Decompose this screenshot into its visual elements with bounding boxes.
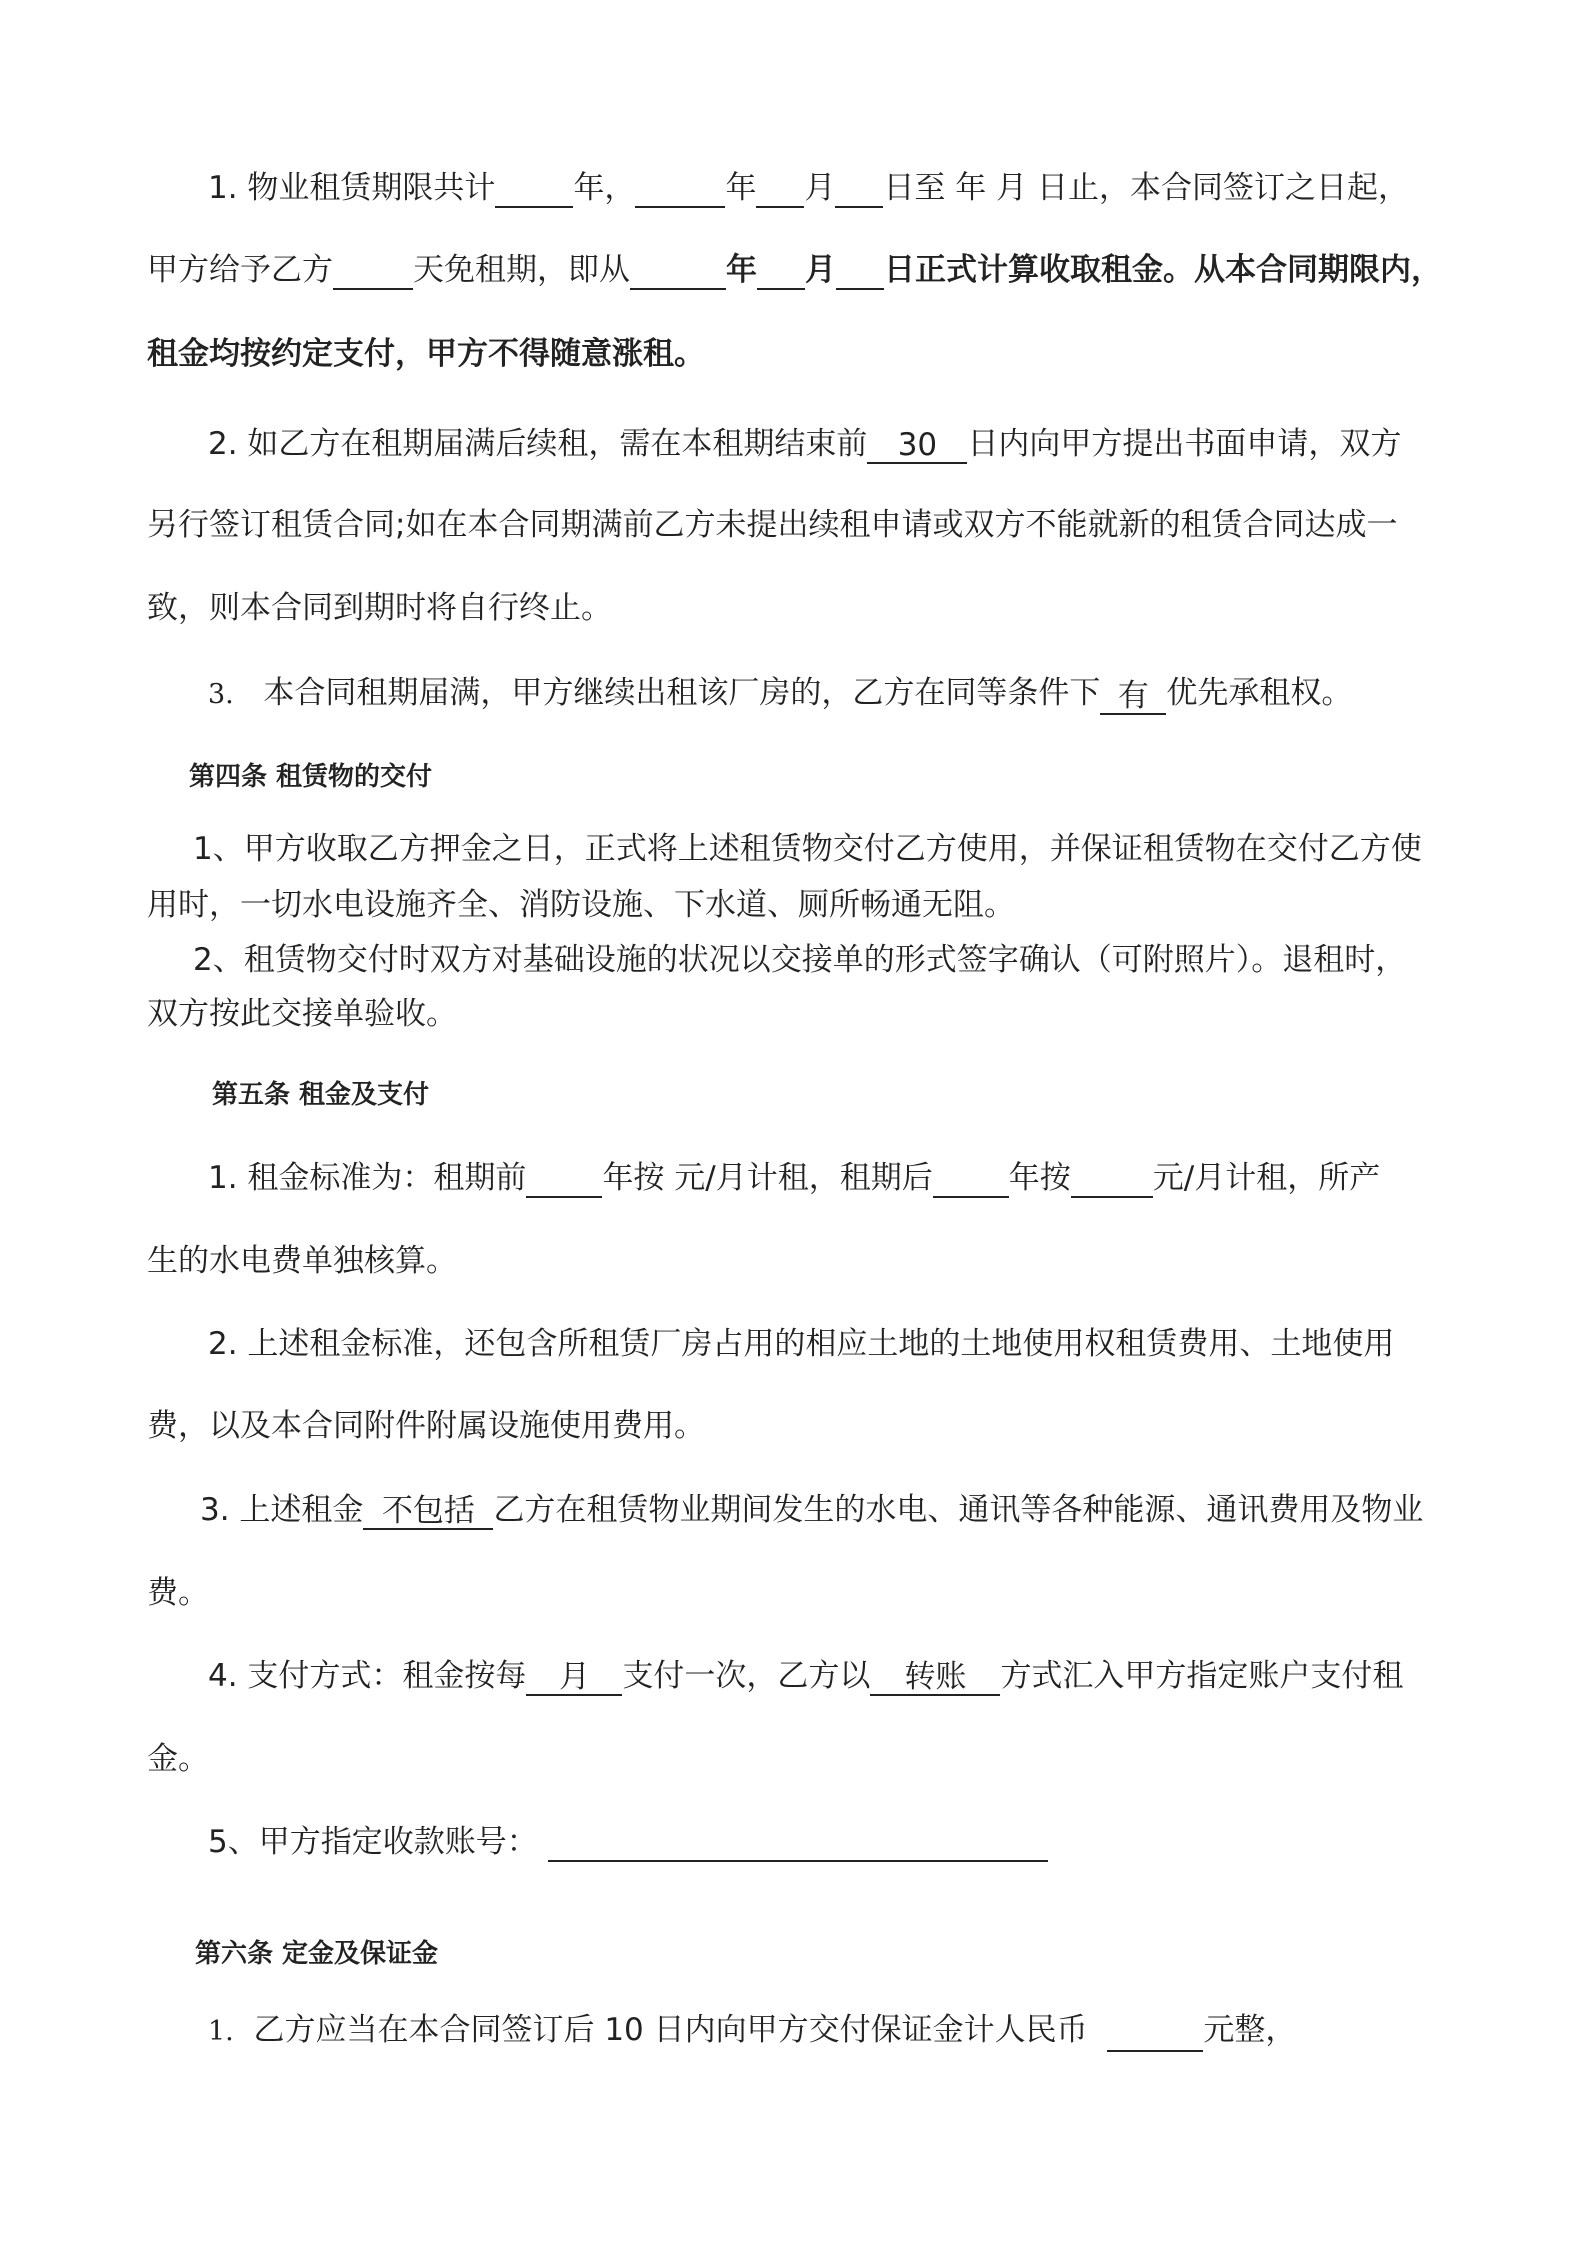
item-number: 3. — [208, 679, 234, 710]
section-heading-5: 第五条 租金及支付 — [212, 1080, 430, 1110]
renewal-line-3 — [147, 588, 612, 628]
text: 月 — [804, 170, 836, 206]
text: 日正式计算收取租金。从本合同期限内， — [884, 252, 1442, 288]
delivery-line-4 — [147, 994, 457, 1034]
text: 1、甲方收取乙方押金之日，正式将上述租赁物交付乙方使用，并保证租赁物在交付乙方使 — [193, 831, 1422, 867]
start-month-blank — [756, 172, 804, 208]
text: 年， — [573, 170, 636, 206]
text: 乙方应当在本合同签订后 10 日内向甲方交付保证金计人民币 — [253, 2012, 1088, 2048]
text: 年 — [726, 252, 757, 288]
text: 4. 支付方式：租金按每 — [208, 1658, 527, 1694]
text: 年按 元/月计租，租期后 — [602, 1160, 933, 1196]
rent-year-blank — [630, 254, 726, 290]
start-day-blank — [835, 172, 883, 208]
renewal-line-2 — [147, 505, 1397, 545]
text: 5、甲方指定收款账号： — [208, 1824, 538, 1860]
text: 1. 物业租赁期限共计 — [208, 170, 496, 206]
account-number-blank — [548, 1826, 1048, 1862]
term-line-1 — [208, 168, 1409, 208]
text: 天免租期，即从 — [413, 252, 630, 288]
rent-excludes-line-1 — [200, 1490, 1423, 1530]
payment-line-2 — [147, 1739, 209, 1779]
rent-standard-line-1 — [208, 1158, 1380, 1198]
priority-line — [208, 673, 1352, 713]
rent-day-blank — [836, 254, 884, 290]
rent-includes-line-1 — [208, 1324, 1394, 1364]
text: 日内向甲方提出书面申请，双方 — [967, 426, 1402, 462]
section-heading-6: 第六条 定金及保证金 — [195, 1939, 439, 1969]
text: 优先承租权。 — [1166, 675, 1353, 711]
renewal-days-blank: 30 — [867, 428, 967, 464]
pre-years-blank — [526, 1162, 602, 1198]
text: 元整， — [1203, 2012, 1297, 2048]
text: 费。 — [147, 1575, 209, 1611]
text: 年 — [725, 170, 757, 206]
text: 用时，一切水电设施齐全、消防设施、下水道、厕所畅通无阻。 — [147, 887, 1015, 923]
rent-includes-line-2 — [147, 1406, 705, 1446]
text: 1. 租金标准为：租期前 — [208, 1160, 527, 1196]
text: 甲方给予乙方 — [147, 252, 333, 288]
post-rent-blank — [1071, 1162, 1153, 1198]
text: 2. 上述租金标准，还包含所租赁厂房占用的相应土地的土地使用权租赁费用、土地使用 — [208, 1326, 1395, 1362]
text: 本合同租期届满，甲方继续出租该厂房的，乙方在同等条件下 — [263, 675, 1101, 711]
text: 乙方在租赁物业期间发生的水电、通讯等各种能源、通讯费用及物业 — [493, 1492, 1424, 1528]
rent-standard-line-2 — [147, 1241, 457, 1281]
text: 致，则本合同到期时将自行终止。 — [147, 590, 612, 626]
payment-line-1 — [208, 1656, 1403, 1696]
renewal-line-1 — [208, 424, 1401, 464]
text: 另行签订租赁合同;如在本合同期满前乙方未提出续租申请或双方不能就新的租赁合同达成一 — [147, 507, 1398, 543]
text: 月 — [805, 252, 836, 288]
text: 方式汇入甲方指定账户支付租 — [1000, 1658, 1404, 1694]
rent-month-blank — [757, 254, 805, 290]
text: 双方按此交接单验收。 — [147, 996, 457, 1032]
item-number: 1. — [208, 2016, 234, 2047]
account-line — [208, 1822, 1048, 1862]
delivery-line-1 — [193, 829, 1422, 869]
text: 生的水电费单独核算。 — [147, 1243, 457, 1279]
excludes-blank: 不包括 — [363, 1494, 493, 1530]
text: 2. 如乙方在租期届满后续租，需在本租期结束前 — [208, 426, 868, 462]
start-year-blank — [635, 172, 725, 208]
text: 费，以及本合同附件附属设施使用费用。 — [147, 1408, 705, 1444]
rent-excludes-line-2 — [147, 1573, 209, 1613]
term-line-2 — [147, 250, 1442, 290]
text: 2、租赁物交付时双方对基础设施的状况以交接单的形式签字确认（可附照片）。退租时， — [193, 942, 1407, 978]
delivery-line-2 — [147, 885, 1015, 925]
section-heading-4: 第四条 租赁物的交付 — [189, 762, 433, 792]
text: 年按 — [1008, 1160, 1071, 1196]
text: 租金均按约定支付，甲方不得随意涨租。 — [147, 336, 705, 372]
text: 支付一次，乙方以 — [622, 1658, 871, 1694]
term-line-3 — [147, 334, 705, 374]
delivery-line-3 — [193, 940, 1406, 980]
rent-free-days-blank — [333, 254, 413, 290]
payment-method-blank: 转账 — [870, 1660, 1000, 1696]
priority-blank: 有 — [1100, 679, 1166, 715]
text: 元/月计租，所产 — [1152, 1160, 1381, 1196]
deposit-amount-blank — [1107, 2016, 1203, 2052]
payment-period-blank: 月 — [526, 1660, 622, 1696]
text: 3. 上述租金 — [200, 1492, 364, 1528]
post-years-blank — [933, 1162, 1009, 1198]
deposit-line — [208, 2010, 1296, 2050]
text: 金。 — [147, 1741, 209, 1777]
years-blank — [495, 172, 573, 208]
text: 日至 年 月 日止，本合同签订之日起， — [883, 170, 1409, 206]
